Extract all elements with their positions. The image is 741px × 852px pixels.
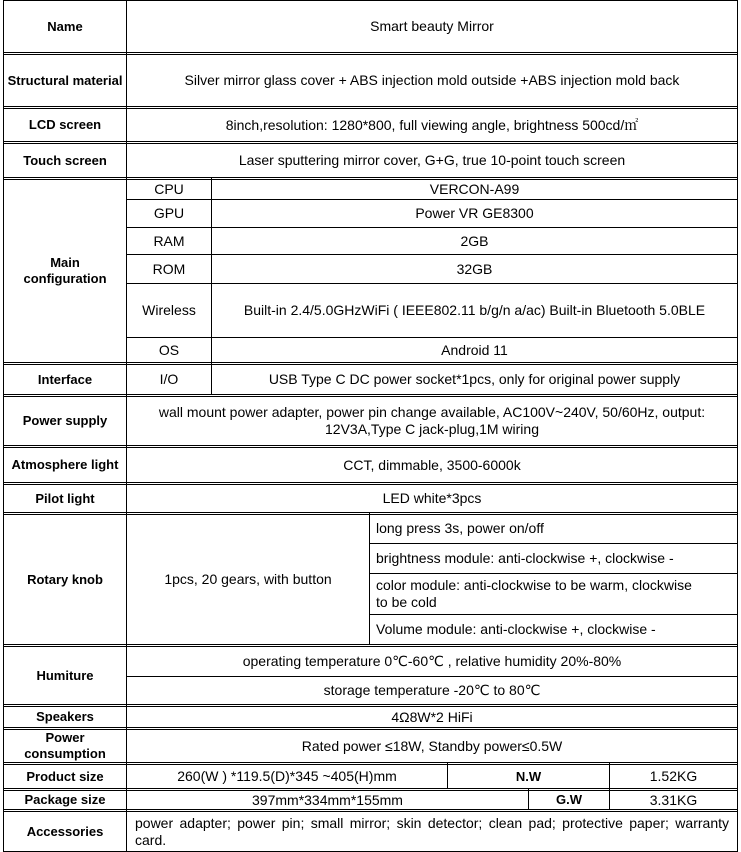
rotary-knob-summary: 1pcs, 20 gears, with button xyxy=(164,571,332,587)
package-size-label: Package size xyxy=(24,792,106,807)
knob-function-item: Volume module: anti-clockwise +, clockwise - xyxy=(376,621,656,637)
name-label: Name xyxy=(47,18,83,34)
power-consumption-value: Rated power ≤18W, Standby power≤0.5W xyxy=(301,737,563,754)
atmosphere-light-value: CCT, dimmable, 3500-6000k xyxy=(343,456,521,473)
humiture-label: Humiture xyxy=(36,667,94,683)
pilot-light-value: LED white*3pcs xyxy=(382,490,482,506)
config-value-ram: 2GB xyxy=(460,232,489,249)
interface-value: USB Type C DC power socket*1pcs, only for original power supply xyxy=(268,371,681,387)
net-weight-value: 1.52KG xyxy=(649,768,698,784)
config-value-cpu: VERCON-A99 xyxy=(429,181,520,197)
package-size-value: 397mm*334mm*155mm xyxy=(252,791,403,808)
speakers-value: 4Ω8W*2 HiFi xyxy=(391,708,473,725)
config-value-gpu: Power VR GE8300 xyxy=(415,205,534,221)
touch-screen-label: Touch screen xyxy=(23,152,107,168)
product-size-value: 260(W ) *119.5(D)*345 ~405(H)mm xyxy=(177,768,397,784)
power-consumption-label: Power consumption xyxy=(24,730,106,761)
config-value-rom: 32GB xyxy=(456,260,493,277)
accessories-text: power adapter; power pin; small mirror; skin detector; clean pad; protective paper; warranty card. xyxy=(135,814,729,848)
touch-screen-value: Laser sputtering mirror cover, G+G, true 10-point touch screen xyxy=(238,152,626,168)
humiture-operating: operating temperature 0℃-60℃ , relative humidity 20%-80% xyxy=(242,653,622,669)
structural-material-value: Silver mirror glass cover + ABS injection mold outside +ABS injection mold back xyxy=(184,72,680,88)
config-key-wireless: Wireless xyxy=(142,302,196,318)
structural-material-label: Structural material xyxy=(7,72,123,88)
config-key-ram: RAM xyxy=(153,232,185,249)
humiture-storage: storage temperature -20℃ to 80℃ xyxy=(323,682,541,698)
main-configuration-label: Main configuration xyxy=(23,255,107,286)
knob-function-item: color module: anti-clockwise to be warm, clockwise to be cold xyxy=(376,577,692,610)
net-weight-label: N.W xyxy=(515,768,542,784)
atmosphere-light-label: Atmosphere light xyxy=(11,457,119,472)
power-supply-value: wall mount power adapter, power pin change available, AC100V~240V, 50/60Hz, output: 12V3A,Type C jack-plug,1M wiring xyxy=(158,404,706,437)
lcd-screen-value: 8inch,resolution: 1280*800, full viewing angle, brightness 500cd/㎡ xyxy=(225,116,639,133)
accessories-label: Accessories xyxy=(26,823,104,839)
gross-weight-label: G.W xyxy=(556,792,582,807)
interface-label: Interface xyxy=(37,371,93,387)
config-key-os: OS xyxy=(158,341,180,358)
border-right xyxy=(737,0,738,852)
product-size-label: Product size xyxy=(26,768,104,784)
config-value-os: Android 11 xyxy=(441,341,508,358)
config-key-cpu: CPU xyxy=(154,181,184,197)
accessories-value xyxy=(127,812,737,851)
config-key-gpu: GPU xyxy=(153,205,185,221)
config-value-wireless: Built-in 2.4/5.0GHzWiFi ( IEEE802.11 b/g/n a/ac) Built-in Bluetooth 5.0BLE xyxy=(243,302,706,318)
lcd-screen-label: LCD screen xyxy=(28,117,102,132)
knob-function-item: brightness module: anti-clockwise +, clockwise - xyxy=(376,550,674,566)
name-value: Smart beauty Mirror xyxy=(370,18,494,34)
knob-function-item: long press 3s, power on/off xyxy=(376,519,544,536)
config-key-rom: ROM xyxy=(152,260,186,277)
interface-key: I/O xyxy=(159,371,179,387)
rotary-knob-label: Rotary knob xyxy=(27,571,103,587)
gross-weight-value: 3.31KG xyxy=(649,791,698,808)
speakers-label: Speakers xyxy=(36,709,94,724)
pilot-light-label: Pilot light xyxy=(35,490,95,506)
power-supply-label: Power supply xyxy=(22,413,108,428)
